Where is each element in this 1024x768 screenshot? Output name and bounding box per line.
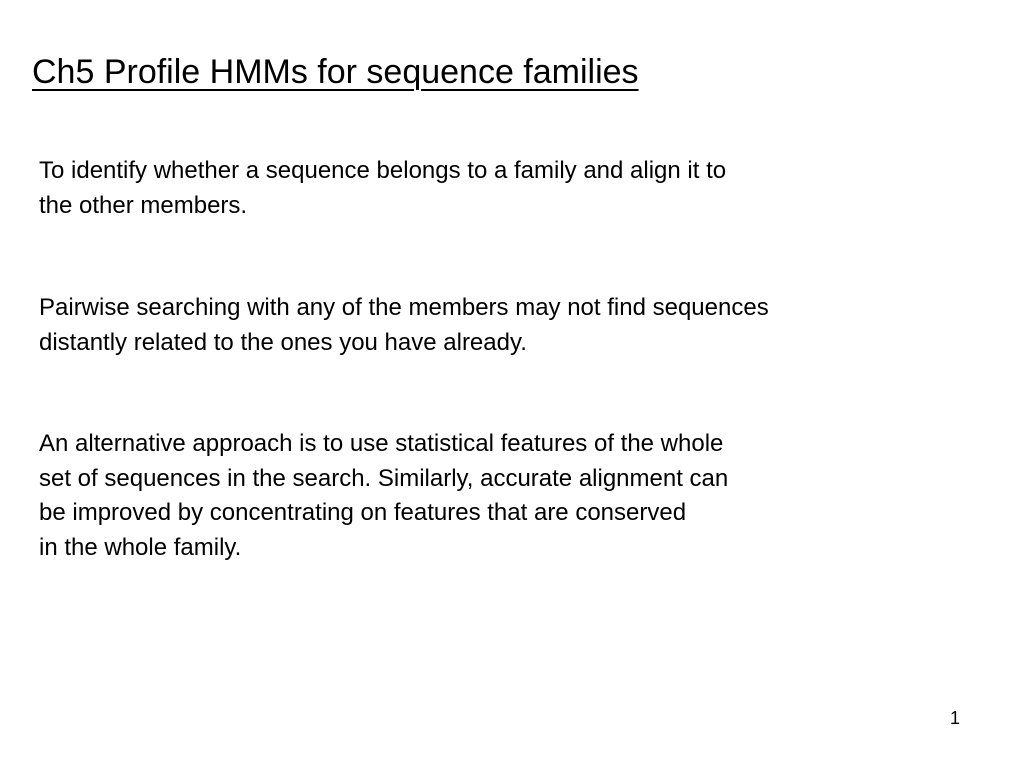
paragraph-line: To identify whether a sequence belongs to a family and align it to [39, 157, 727, 184]
paragraph-purpose [39, 154, 726, 223]
slide-title: Ch5 Profile HMMs for sequence families [32, 53, 639, 91]
page-number: 1 [950, 708, 961, 728]
paragraph-line: the other members. [39, 191, 248, 219]
paragraph-line: An alternative approach is to use statistical features of the whole [39, 430, 724, 457]
paragraph-line: set of sequences in the search. Similarly, accurate alignment can [39, 464, 729, 492]
paragraph-line: in the whole family. [39, 533, 242, 561]
paragraph-pairwise-search [39, 291, 769, 360]
paragraph-line: be improved by concentrating on features that are conserved [39, 499, 687, 526]
paragraph-line: Pairwise searching with any of the members may not find sequences [39, 294, 769, 321]
paragraph-line: distantly related to the ones you have already. [39, 328, 527, 356]
paragraph-alternative-approach [39, 427, 728, 565]
